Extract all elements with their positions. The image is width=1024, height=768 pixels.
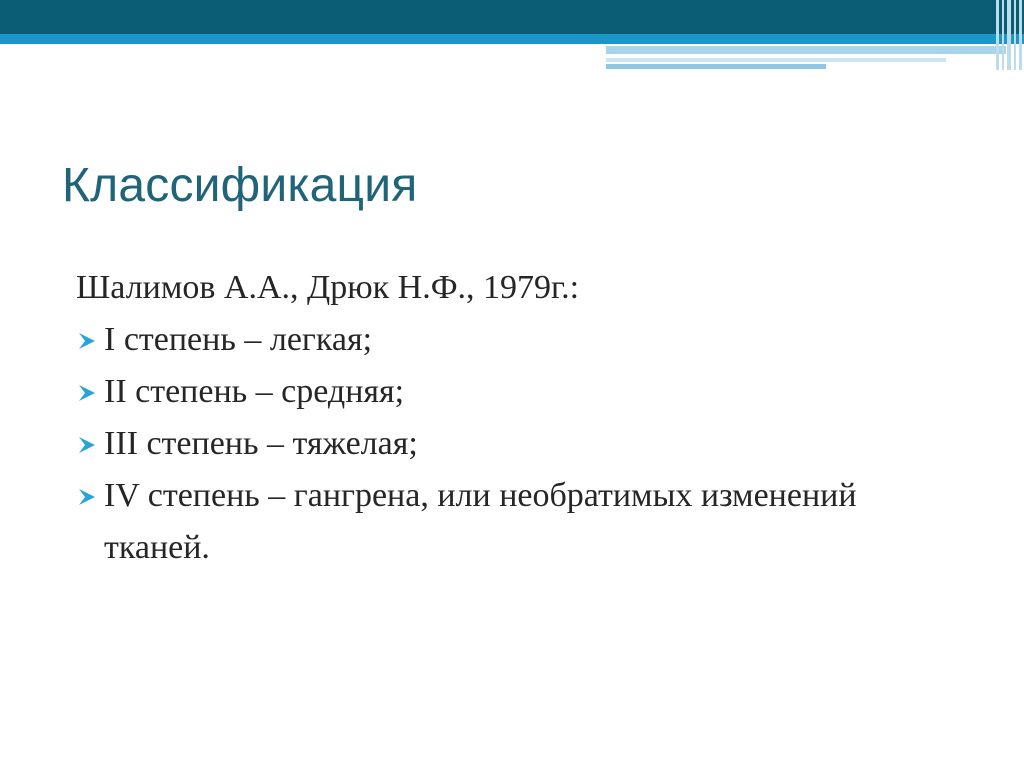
list-item (76, 314, 956, 366)
arrowhead-bullet-icon (76, 382, 98, 404)
header-accent-line (606, 58, 946, 62)
arrowhead-bullet-icon (76, 330, 98, 352)
arrowhead-bullet-icon (76, 486, 98, 508)
bullet-list (76, 314, 956, 574)
list-item (76, 418, 956, 470)
header-accent-band (0, 34, 1024, 44)
list-item (76, 366, 956, 418)
list-item-label: III степень – тяжелая; (104, 425, 418, 462)
list-item-label: I степень – легкая; (104, 321, 373, 358)
slide-title: Классификация (62, 159, 418, 212)
slide-body (76, 262, 956, 574)
header-band (0, 0, 1024, 34)
slide-intro: Шалимов А.А., Дрюк Н.Ф., 1979г.: (76, 269, 580, 306)
header-accent-line (606, 46, 1006, 54)
arrowhead-bullet-icon (76, 434, 98, 456)
list-item-label: IV степень – гангрена, или необратимых изменений тканей. (104, 477, 857, 566)
header-accent-line (606, 64, 826, 69)
list-item-label: II степень – средняя; (104, 373, 405, 410)
header-decoration-stripes (994, 0, 1024, 70)
list-item (76, 470, 956, 574)
